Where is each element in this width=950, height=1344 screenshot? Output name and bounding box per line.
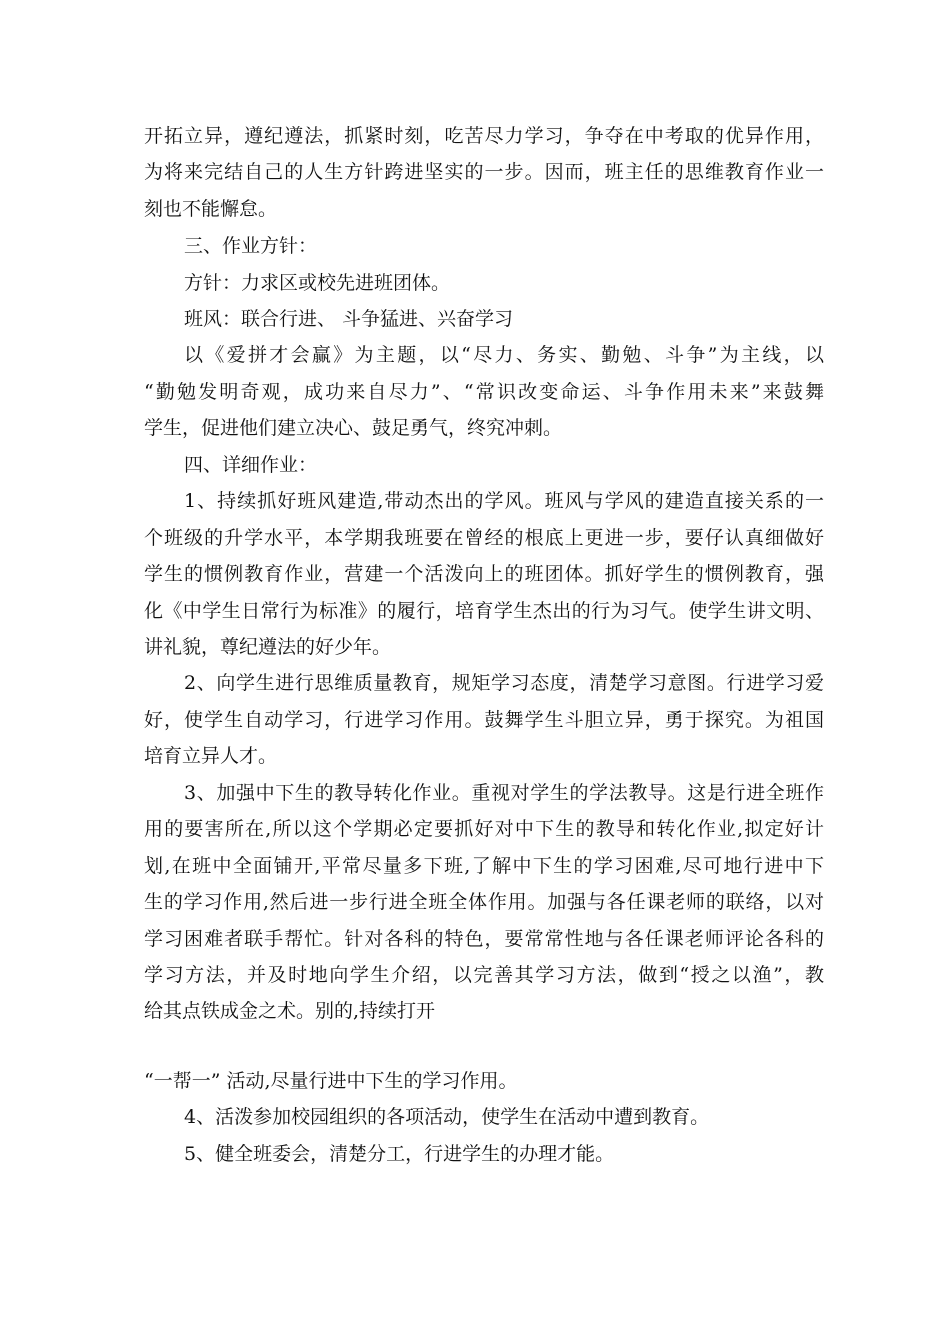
text-line: 以《爱拼才会赢》为主题，以“尽力、务实、勤勉、斗争”为主线，以 [184,344,824,366]
section-heading: 四、详细作业： [184,454,318,476]
text-line: 学生，促进他们建立决心、鼓足勇气，终究冲刺。 [144,417,563,439]
text-line: 4、活泼参加校园组织的各项活动，使学生在活动中遭到教育。 [184,1106,710,1128]
section-heading: 三、作业方针： [184,235,318,257]
text-line: 3、加强中下生的教导转化作业。重视对学生的学法教导。这是行进全班作 [184,782,824,804]
text-line: 培育立异人才。 [144,745,278,767]
text-line: 刻也不能懈怠。 [144,198,278,220]
text-line: 好，使学生自动学习，行进学习作用。鼓舞学生斗胆立异，勇于探究。为祖国 [144,709,824,731]
text-line: 化《中学生日常行为标准》的履行，培育学生杰出的行为习气。使学生讲文明、 [144,600,824,622]
text-line: 生的学习作用,然后进一步行进全班全体作用。加强与各任课老师的联络，以对 [144,891,824,913]
text-line: 给其点铁成金之术。别的,持续打开 [144,1000,436,1022]
text-line: 1、持续抓好班风建造,带动杰出的学风。班风与学风的建造直接关系的一 [184,490,824,512]
text-line: 个班级的升学水平，本学期我班要在曾经的根底上更进一步，要仔认真细做好 [144,527,824,549]
text-line: 用的要害所在,所以这个学期必定要抓好对中下生的教导和转化作业,拟定好计 [144,818,824,840]
text-line: 学习困难者联手帮忙。针对各科的特色，要常常性地与各任课老师评论各科的 [144,928,824,950]
text-line: 方针：力求区或校先进班团体。 [184,272,451,294]
text-line: 讲礼貌，尊纪遵法的好少年。 [144,636,392,658]
text-line: 2、向学生进行思维质量教育，规矩学习态度，清楚学习意图。行进学习爱 [184,672,824,694]
text-line: “一帮一” 活动,尽量行进中下生的学习作用。 [144,1070,518,1092]
text-line: 学习方法，并及时地向学生介绍，以完善其学习方法，做到“授之以渔”，教 [144,964,824,986]
text-line: 班风：联合行进、 斗争猛进、兴奋学习 [184,308,514,330]
text-line: 为将来完结自己的人生方针跨进坚实的一步。因而，班主任的思维教育作业一 [144,161,824,183]
text-line: 划,在班中全面铺开,平常尽量多下班,了解中下生的学习困难,尽可地行进中下 [144,855,824,877]
text-line: 5、健全班委会，清楚分工，行进学生的办理才能。 [184,1143,615,1165]
text-line: 开拓立异，遵纪遵法，抓紧时刻，吃苦尽力学习，争夺在中考取的优异作用， [144,125,824,147]
text-line: “勤勉发明奇观，成功来自尽力”、“常识改变命运、斗争作用未来”来鼓舞 [144,381,824,403]
text-line: 学生的惯例教育作业，营建一个活泼向上的班团体。抓好学生的惯例教育，强 [144,563,824,585]
